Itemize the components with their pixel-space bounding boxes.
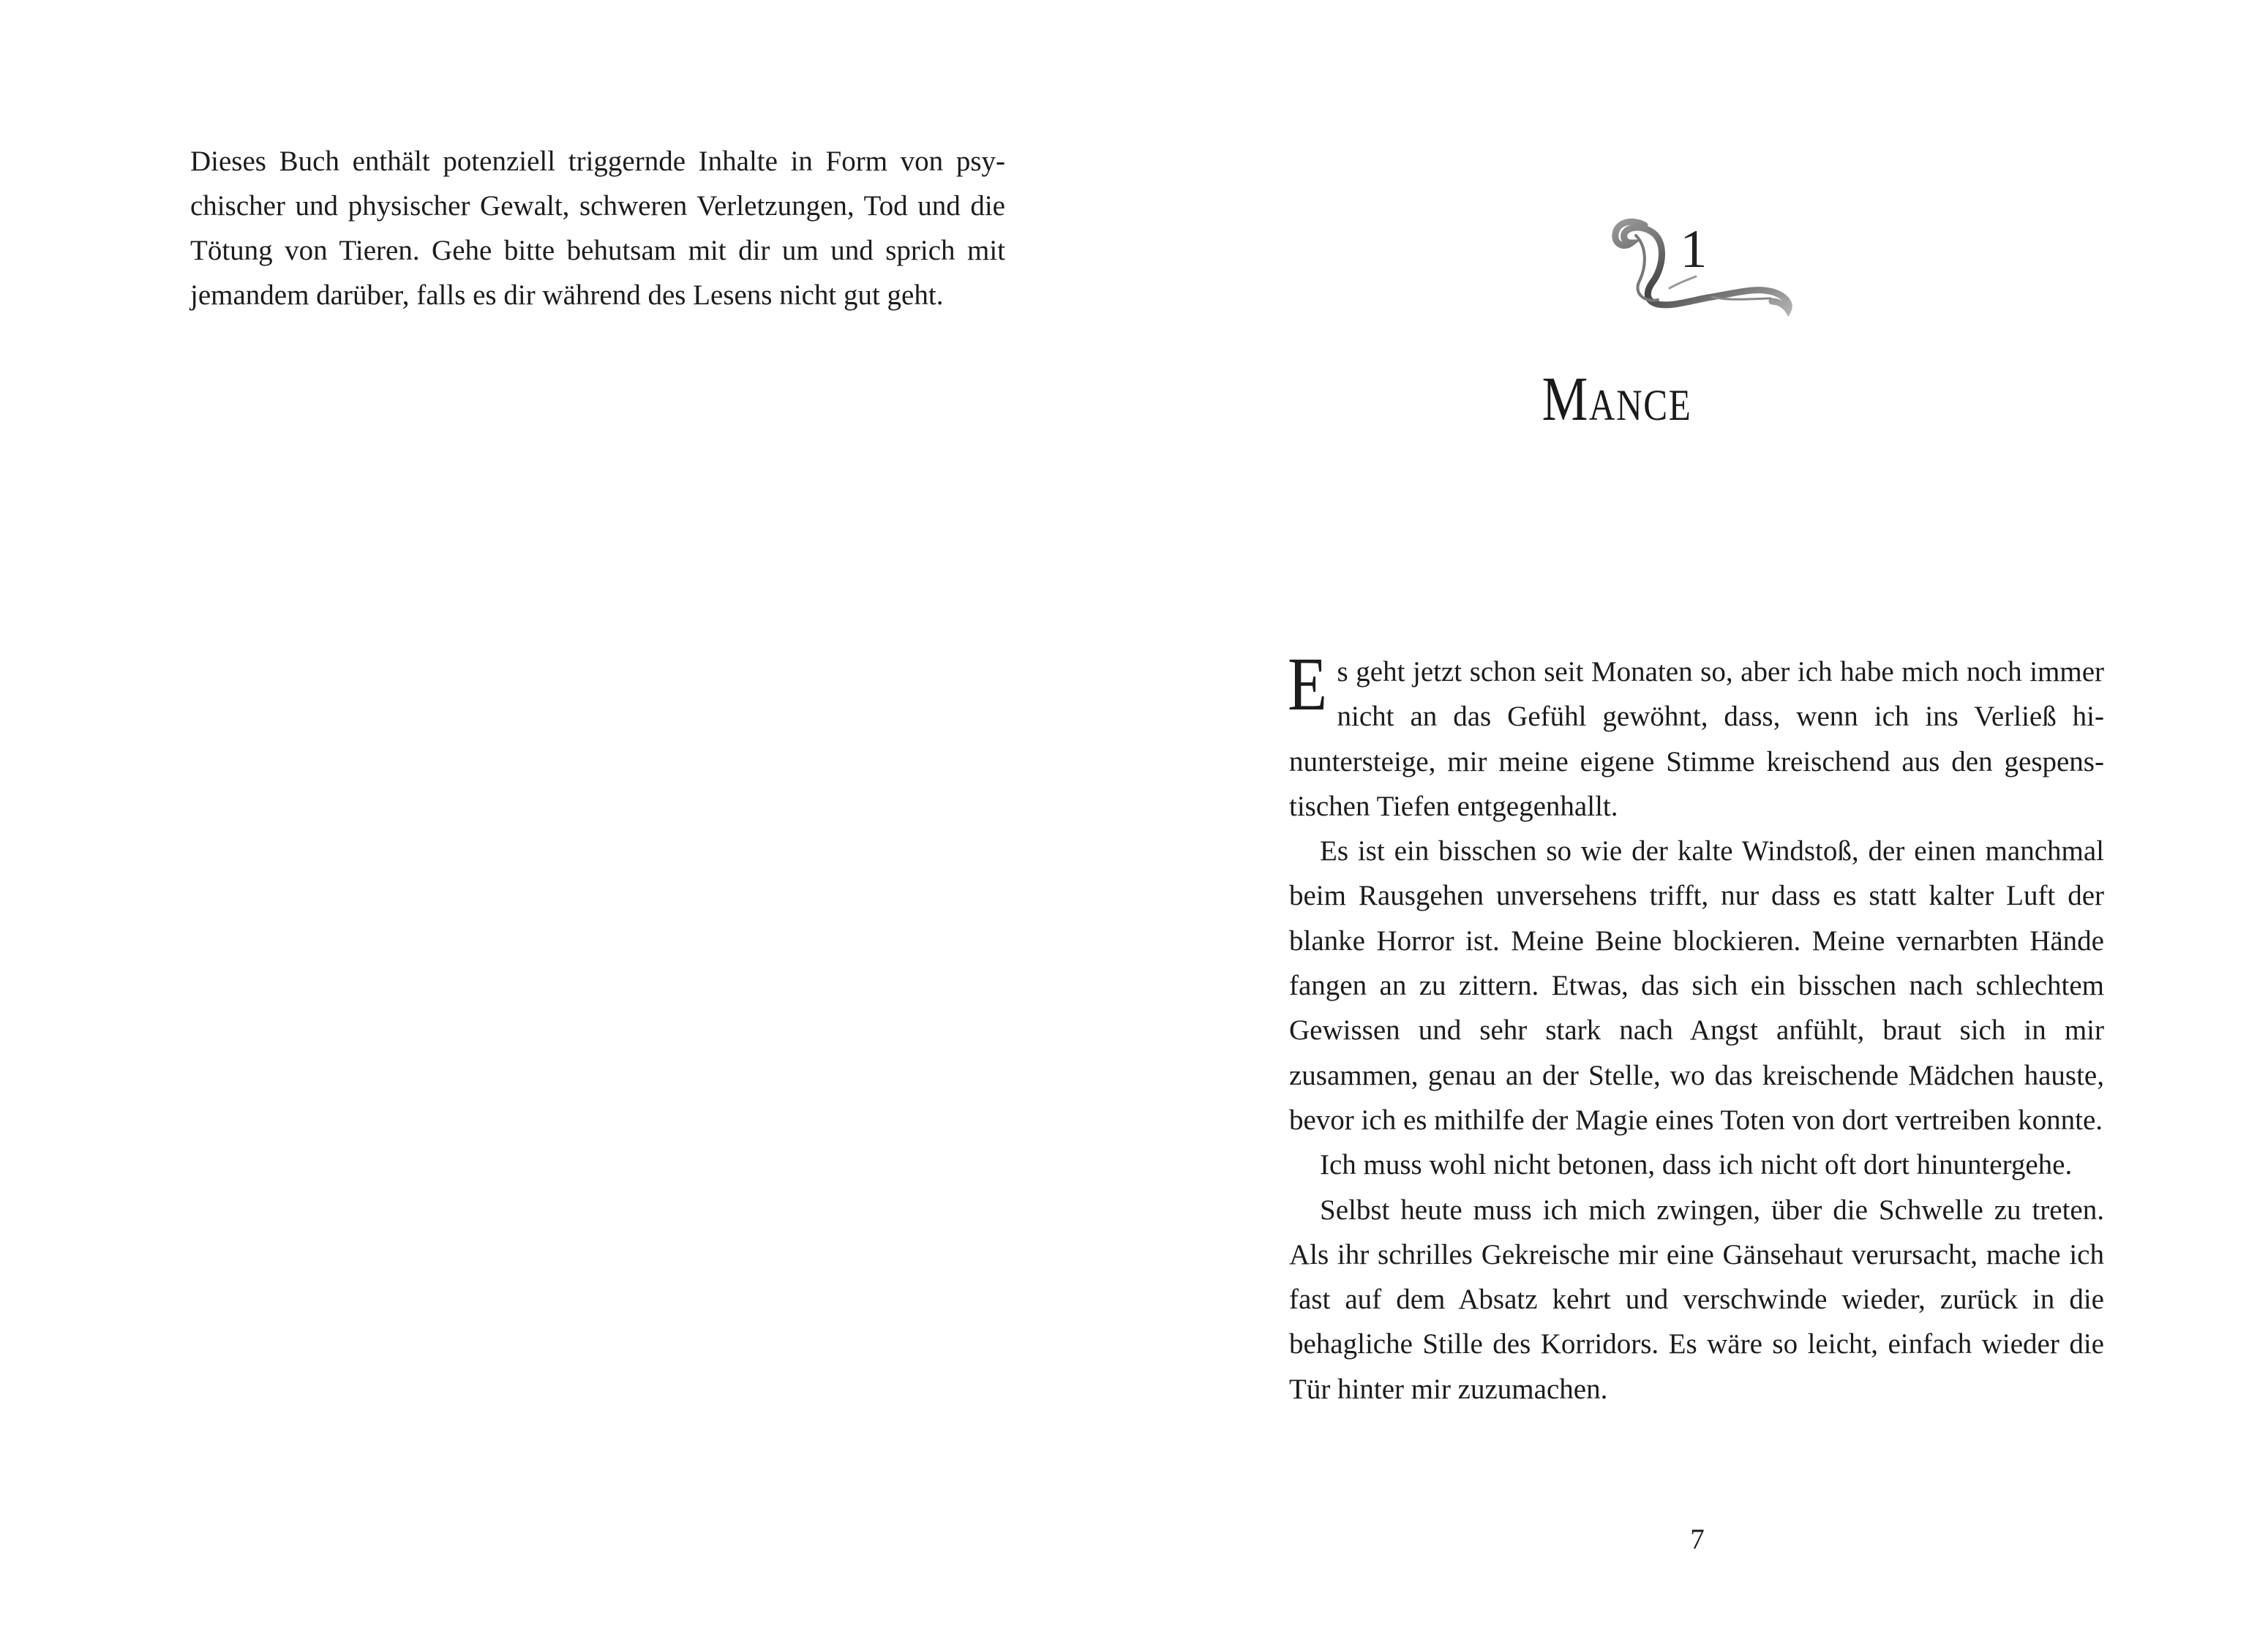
chapter-body — [1288, 642, 2104, 1412]
right-page — [1134, 0, 2268, 1642]
paragraph-2: Es ist ein bisschen so wie der kalte Windstoß, der einen manchmal beim Rausgehen unversehens trifft, nur dass es statt kalter Luft der blanke Horror ist. Meine Beine blockieren. Meine vernarbten Hände fangen an zu zittern. Etwas, das sich ein bisschen nach schlechtem Gewissen und sehr stark nach Angst anfühlt, braut sich in mir zusammen, genau an der Stelle, wo das kreischende Mädchen hauste, bevor ich es mithilfe der Magie eines Toten von dort vertreiben konnte. — [1289, 835, 2104, 1136]
drop-cap: E — [1288, 642, 1328, 726]
chapter-title: Mance — [1542, 364, 1692, 434]
paragraph-1 — [1288, 642, 2104, 829]
chapter-ornament-flourish-icon — [1602, 206, 1822, 331]
paragraph-1-text: s geht jetzt schon seit Monaten so, aber ich habe mich noch immer nicht an das Gefühl gewöhnt, dass, wenn ich ins Verließ hinuntersteige, mir meine eigene Stimme kreischend aus den gespenstischen Tiefen entgegenhallt. — [1289, 656, 2104, 822]
content-warning: Dieses Buch enthält potenziell triggernde Inhalte in Form von psychischer und physischer Gewalt, schweren Verletzungen, Tod und die Tötung von Tieren. Gehe bitte behutsam mit dir um und sprich mit jemandem darüber, falls es dir während des Lesens nicht gut geht. — [190, 146, 1005, 311]
chapter-number: 1 — [1680, 219, 1708, 279]
paragraph-4: Selbst heute muss ich mich zwingen, über die Schwelle zu treten. Als ihr schrilles Gekreische mir eine Gänsehaut verursacht, mache ich fast auf dem Absatz kehrt und verschwinde wieder, zurück in die behagliche Stille des Korridors. Es wäre so leicht, einfach wieder die Tür hinter mir zuzumachen. — [1289, 1194, 2104, 1405]
page-number: 7 — [1690, 1524, 1705, 1555]
paragraph-3: Ich muss wohl nicht betonen, dass ich nicht oft dort hinuntergehe. — [1320, 1149, 2073, 1181]
